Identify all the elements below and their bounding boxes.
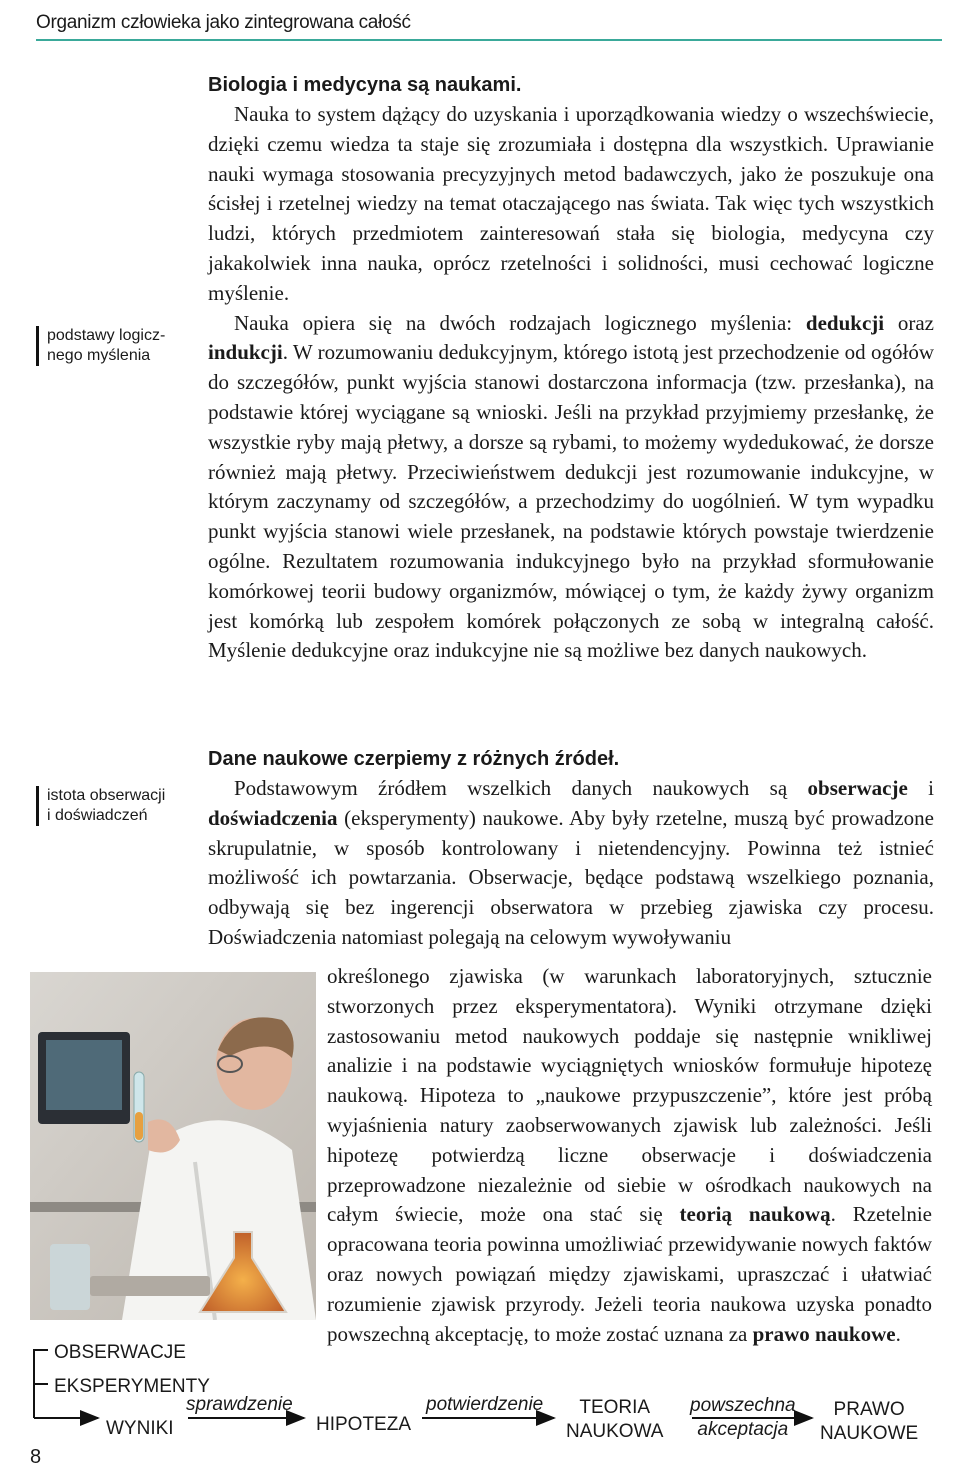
flow-common [690,1394,796,1442]
text-run: i [907,776,934,800]
margin-note-line: i doświadczeń [47,807,148,824]
flow-law-line2: NAUKOWE [820,1423,919,1444]
text-run: (eksperymenty) naukowe. Aby były rzetelne, muszą być prowadzone skrupulatnie, w sposób kontrolowany i nietendencyjny. Powinna też istnieć możliwość ich powtarzania. Obserwacje, będące podstawą wszelkiego poznania, odbywają się bez ingerencji obserwatora w przebieg zjawiska czy procesu. Doświadczenia natomiast polegają na celowym wywoływaniu [208,805,934,949]
keyboard [90,1276,210,1296]
bottle [50,1244,90,1310]
text-run: . W rozumowaniu dedukcyjnym, którego istotą jest przechodzenie od ogółów do szczegółów, punkt wyjścia stanowi dostarczona informacja (tzw. przesłanka), na podstawie której wyciągane są wnioski. Jeśli na przykład przyjmiemy przesłankę, że wszystkie ryby mają płetwy, a dorsze są rybami, to możemy wydedukować, że dorsze również mają płetwy. Przeciwieństwem dedukcji jest rozumowanie indukcyjne, w którym zaczynamy od szczegółów, a przechodzimy do uogólnień. W tym wypadku punkt wyjścia stanowi wiele przesłanek, na podstawie których powstaje twierdzenie ogólne. Rezultatem rozumowania indukcyjnego było na przykład sformułowanie komórkowej teorii budowy organizmów, mówiącej o tym, że każdy żywy organizm jest komórką lub zespołem komórek połączonych ze sobą w integralną całość. Myślenie dedukcyjne oraz indukcyjne nie są możliwe bez danych naukowych. [208,340,934,663]
section-heading: Dane naukowe czerpiemy z różnych źródeł. [208,748,620,770]
section-data-sources [208,744,934,953]
margin-note-observation [36,786,165,826]
flow-verify: sprawdzenie [186,1394,293,1415]
key-term: doświadczenia [208,805,338,830]
flow-experiments: EKSPERYMENTY [54,1376,210,1397]
key-term: dedukcji [805,310,885,335]
flow-theory-line2: NAUKOWA [566,1421,664,1442]
flow-law [820,1398,918,1446]
text-run: . [895,1321,901,1346]
text-run: określonego zjawiska (w warunkach laboratoryjnych, sztucznie stworzonych przez eksperymentatora). Wyniki otrzymane dzięki zastosowaniu metod naukowych poddaje się następnie wnikliwej analizie i na podstawie wyciągniętych wniosków formułuje hipotezę naukową. Hipoteza to „naukowe przypuszczenie”, które jest próbą wyjaśnienia natury zaobserwowanych zjawisk lub zależności. Jeśli hipotezę potwierdzą liczne obserwacje i doświadczenia przeprowadzone niezależnie od siebie w ośrodkach naukowych na całym świecie, może ona stać się [327,964,932,1227]
margin-note-logic [36,326,165,366]
text-run: Nauka opiera się na dwóch rodzajach logicznego myślenia: [234,310,806,335]
test-tube-liquid [135,1112,143,1140]
flow-law-line1: PRAWO [833,1399,905,1420]
flow-common-line2: akceptacja [697,1419,789,1440]
running-header: Organizm człowieka jako zintegrowana całość [36,12,411,33]
key-term: indukcji [208,340,283,365]
flow-results: WYNIKI [106,1418,174,1439]
page-number: 8 [30,1446,42,1468]
flow-common-line1: powszechna [690,1395,796,1416]
scientist-illustration [30,972,316,1320]
flow-confirm: potwierdzenie [426,1394,544,1415]
flow-theory [566,1396,663,1444]
monitor-screen [46,1040,122,1110]
paragraph [208,100,934,309]
margin-note-line: podstawy logicz- [47,327,166,344]
key-term: teorią naukową [679,1202,831,1227]
text-run: . Rzetelnie opracowana teoria powinna umożliwiać przewidywanie nowych faktów oraz nowych powiązań między zjawiskami, upraszczać i ułatwiać rozumienie zjawisk przyrody. Jeżeli teoria naukowa uzyska ponadto powszechną akceptację, to może zostać uznana za [327,1202,932,1346]
key-term: prawo naukowe [752,1321,896,1346]
method-flow-diagram [26,1330,946,1444]
flow-observations: OBSERWACJE [54,1342,186,1363]
section-science [208,70,934,666]
text-run: oraz [884,310,934,335]
text-run: Podstawowym źródłem wszelkich danych naukowych są [234,776,808,800]
paragraph [208,774,934,953]
text-run: Nauka to system dążący do uzyskania i uporządkowania wiedzy o wszechświecie, dzięki czemu wiedza ta staje się zrozumiała i dostępna dla wszystkich. Uprawianie nauki wymaga stosowania precyzyjnych metod badawczych, jako że poszukuje ona ścisłej i rzetelnej wiedzy na temat otaczającego nas świata. Tak więc tych wszystkich ludzi, których przedmiotem zainteresowań stała się biologia, medycyna czy jakakolwiek inna nauka, oprócz rzetelności i solidności, musi cechować logiczne myślenie. [208,102,934,305]
paragraph [327,962,932,1349]
scientist-photo [30,972,316,1320]
paragraph-beside-photo [327,962,932,1349]
margin-note-line: nego myślenia [47,347,151,364]
flow-theory-line1: TEORIA [579,1397,651,1418]
key-term: obserwacje [807,776,908,800]
paragraph [208,309,934,667]
section-heading: Biologia i medycyna są naukami. [208,74,522,96]
margin-note-line: istota obserwacji [47,787,166,804]
flow-hypothesis: HIPOTEZA [316,1414,412,1435]
header-rule [36,39,942,41]
